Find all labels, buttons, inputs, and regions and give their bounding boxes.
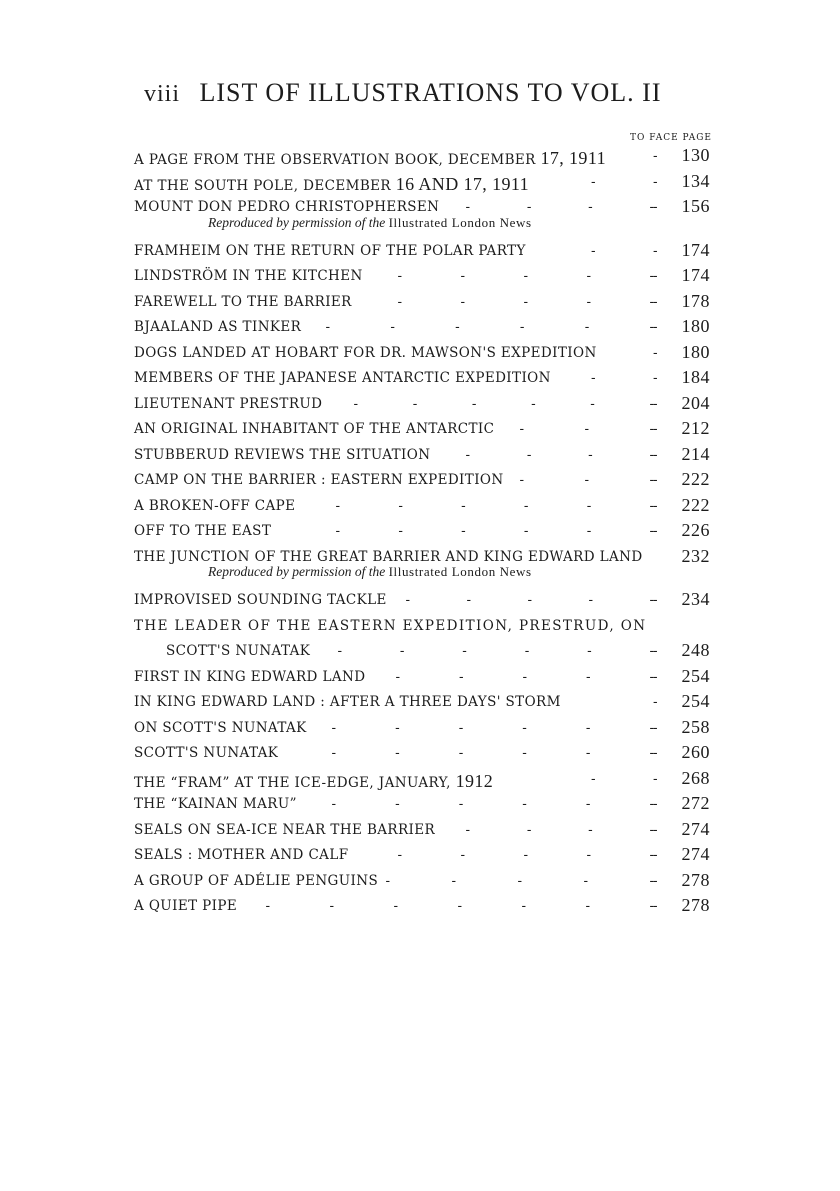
leader-dashes: - - - - — [465, 821, 655, 838]
entry-title: IMPROVISED SOUNDING TACKLE — [134, 592, 387, 608]
list-item — [134, 867, 716, 893]
entry-page: 248 — [681, 640, 710, 660]
leader-dash: - — [653, 446, 658, 463]
entry-page: 272 — [681, 793, 710, 813]
entry-title: THE JUNCTION OF THE GREAT BARRIER AND KING EDWARD LAND — [134, 548, 643, 565]
entry-title: A PAGE FROM THE OBSERVATION BOOK, DECEMBER 17, 1911 — [134, 148, 606, 168]
entry-page: 130 — [681, 145, 710, 165]
entry-page: 232 — [681, 545, 710, 566]
list-item — [134, 168, 716, 194]
entry-page: 174 — [681, 239, 710, 260]
entry-title: MOUNT DON PEDRO CHRISTOPHERSEN — [134, 199, 440, 215]
entry-title: THE “FRAM” AT THE ICE-EDGE, JANUARY, 1912 — [134, 770, 494, 791]
leader-dashes: - - - — [519, 421, 655, 437]
leader-dash: - — [653, 497, 658, 514]
entry-page: 268 — [681, 767, 710, 788]
leader-dash: - — [653, 592, 658, 608]
leader-dash: - — [591, 173, 596, 190]
leader-dashes: - - - - - — [405, 592, 655, 608]
list-item — [134, 415, 716, 441]
leader-dash: - — [653, 268, 658, 284]
list-item — [134, 816, 716, 842]
leader-dash: - — [653, 668, 658, 685]
entry-page: 278 — [681, 869, 710, 890]
entry-page: 260 — [681, 742, 710, 762]
credit-line: Reproduced by permission of the Illustrated London News — [208, 214, 532, 230]
leader-dash: - — [653, 643, 658, 659]
leader-dashes: - - - - - - — [335, 497, 655, 514]
list-item — [134, 739, 716, 765]
leader-dash: - — [653, 370, 658, 386]
entry-title: AT THE SOUTH POLE, DECEMBER 16 AND 17, 1911 — [134, 173, 530, 194]
entry-title: LIEUTENANT PRESTRUD — [134, 395, 323, 412]
leader-dash: - — [653, 148, 658, 164]
entry-title: AN ORIGINAL INHABITANT OF THE ANTARCTIC — [134, 421, 495, 437]
leader-dashes: - - - - — [465, 199, 655, 215]
entry-page: 226 — [681, 520, 710, 540]
entry-title: SEALS : MOTHER AND CALF — [134, 847, 349, 863]
list-item — [134, 765, 716, 791]
list-item — [134, 441, 716, 467]
leader-dash: - — [653, 523, 658, 539]
leader-dash: - — [653, 319, 658, 335]
list-item — [134, 142, 716, 168]
leader-dash: - — [591, 242, 596, 259]
list-item — [134, 237, 716, 263]
entry-title: STUBBERUD REVIEWS THE SITUATION — [134, 446, 431, 463]
leader-dash: - — [653, 293, 658, 310]
entry-title: A BROKEN-OFF CAPE — [134, 497, 296, 514]
entry-page: 254 — [681, 665, 710, 686]
list-item — [134, 790, 716, 816]
entry-page: 214 — [681, 443, 710, 464]
page-folio: viii — [144, 81, 181, 107]
entry-title: OFF TO THE EAST — [134, 523, 272, 539]
leader-dash: - — [653, 694, 658, 710]
entry-page: 180 — [681, 316, 710, 336]
list-item — [134, 663, 716, 689]
leader-dash: - — [653, 872, 658, 889]
list-item — [134, 688, 716, 714]
entry-title: LINDSTRÖM IN THE KITCHEN — [134, 268, 363, 284]
entry-title: FRAMHEIM ON THE RETURN OF THE POLAR PARTY — [134, 242, 526, 259]
leader-dashes: - - - - - - — [331, 745, 655, 761]
entry-title: SEALS ON SEA-ICE NEAR THE BARRIER — [134, 821, 436, 838]
column-heading: TO FACE PAGE — [629, 133, 712, 143]
list-item — [134, 288, 716, 314]
entry-title: BJAALAND AS TINKER — [134, 319, 302, 335]
entry-page: 278 — [681, 895, 710, 915]
illustrations-list — [134, 142, 716, 918]
list-item-continued — [134, 637, 716, 663]
leader-dashes: - - - - - - — [337, 643, 655, 659]
leader-dash: - — [653, 745, 658, 761]
entry-title: THE LEADER OF THE EASTERN EXPEDITION, PRESTRUD, ON — [134, 617, 647, 634]
leader-dash: - — [653, 796, 658, 812]
leader-dash: - — [653, 770, 658, 787]
entry-title: FAREWELL TO THE BARRIER — [134, 293, 352, 310]
leader-dashes: - - - - - — [395, 668, 655, 685]
leader-dashes: - - - - - — [397, 847, 655, 863]
entry-page: 254 — [681, 691, 710, 711]
list-item — [134, 492, 716, 518]
leader-dash: - — [653, 898, 658, 914]
leader-dash: - — [653, 344, 658, 361]
entry-page: 258 — [681, 716, 710, 737]
entry-title: THE “KAINAN MARU” — [134, 796, 297, 812]
entry-title: CAMP ON THE BARRIER : EASTERN EXPEDITION — [134, 472, 504, 488]
list-item — [134, 517, 716, 543]
leader-dash: - — [653, 395, 658, 412]
leader-dashes: - - - - - - — [331, 796, 655, 812]
entry-title: MEMBERS OF THE JAPANESE ANTARCTIC EXPEDITION — [134, 370, 551, 386]
entry-page: 212 — [681, 418, 710, 438]
credit-line: Reproduced by permission of the Illustrated London News — [208, 564, 532, 579]
page-title: LIST OF ILLUSTRATIONS TO VOL. II — [199, 78, 662, 107]
leader-dash: - — [653, 719, 658, 736]
entry-title: A QUIET PIPE — [134, 898, 238, 914]
entry-title: ON SCOTT'S NUNATAK — [134, 719, 307, 736]
leader-dash: - — [653, 242, 658, 259]
entry-title: IN KING EDWARD LAND : AFTER A THREE DAYS' STORM — [134, 694, 561, 710]
leader-dash: - — [591, 370, 596, 386]
leader-dashes: - - - - — [465, 446, 655, 463]
leader-dash: - — [653, 421, 658, 437]
leader-dashes: - - - - - — [397, 268, 655, 284]
entry-page: 274 — [681, 818, 710, 839]
list-item — [134, 714, 716, 740]
entry-page: 180 — [681, 341, 710, 362]
leader-dashes: - - - — [519, 472, 655, 488]
entry-title: SCOTT'S NUNATAK — [134, 745, 279, 761]
page-header — [144, 78, 714, 108]
entry-page: 234 — [681, 589, 710, 609]
entry-page: 204 — [681, 392, 710, 413]
entry-page: 156 — [681, 196, 710, 216]
entry-page: 274 — [681, 844, 710, 864]
list-item — [134, 466, 716, 492]
leader-dash: - — [653, 847, 658, 863]
leader-dash: - — [653, 472, 658, 488]
entry-title: A GROUP OF ADÉLIE PENGUINS — [134, 872, 379, 889]
leader-dashes: - - - - - - — [335, 523, 655, 539]
entry-page: 174 — [681, 265, 710, 285]
leader-dash: - — [653, 821, 658, 838]
entry-title: FIRST IN KING EDWARD LAND — [134, 668, 366, 685]
entry-page: 222 — [681, 494, 710, 515]
list-item — [134, 313, 716, 339]
entry-title: DOGS LANDED AT HOBART FOR DR. MAWSON'S EXPEDITION — [134, 344, 597, 361]
leader-dash: - — [653, 173, 658, 190]
leader-dashes: - - - - - - - — [265, 898, 655, 914]
list-item — [134, 892, 716, 918]
leader-dashes: - - - - - - — [353, 395, 655, 412]
leader-dashes: - - - - - - — [331, 719, 655, 736]
entry-page: 134 — [681, 170, 710, 191]
entry-title-continued: SCOTT'S NUNATAK — [166, 643, 311, 659]
leader-dashes: - - - - - - — [325, 319, 655, 335]
leader-dash: - — [653, 199, 658, 215]
entry-page: 222 — [681, 469, 710, 489]
list-item — [134, 364, 716, 390]
list-item — [134, 586, 716, 612]
entry-page: 178 — [681, 290, 710, 311]
list-item — [134, 339, 716, 365]
leader-dashes: - - - - - — [397, 293, 655, 310]
list-item — [134, 841, 716, 867]
entry-page: 184 — [681, 367, 710, 387]
leader-dashes: - - - - - — [385, 872, 655, 889]
list-item — [134, 262, 716, 288]
list-item — [134, 390, 716, 416]
leader-dash: - — [591, 770, 596, 787]
list-item — [134, 612, 716, 638]
